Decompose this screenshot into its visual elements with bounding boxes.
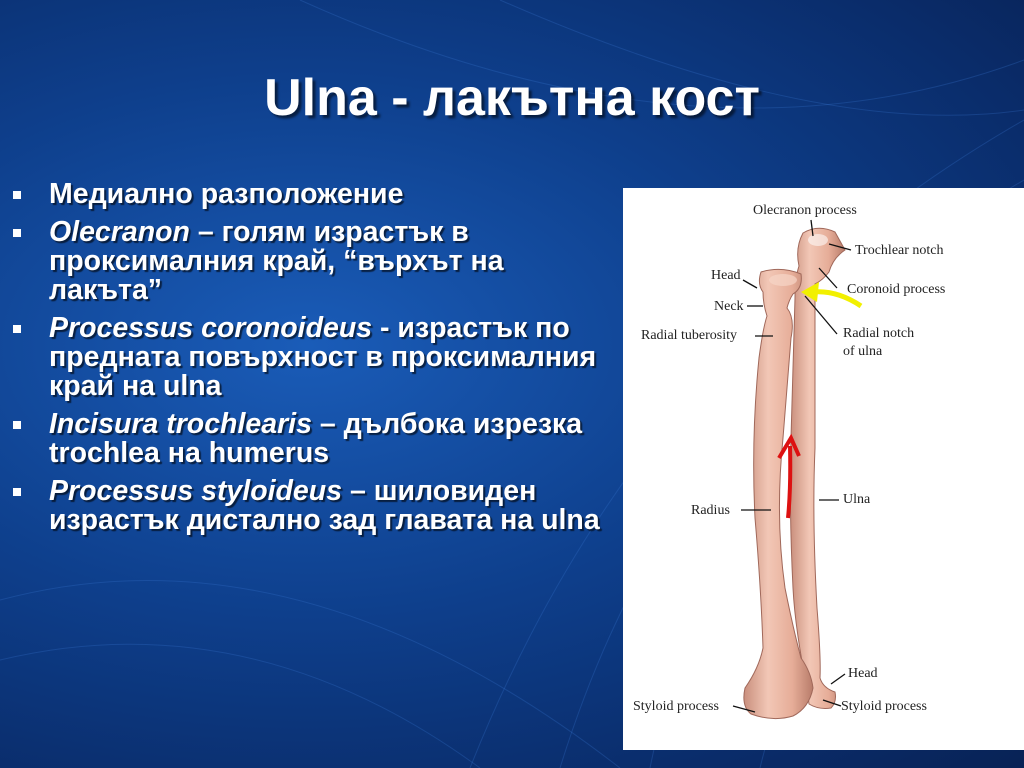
label-styloid-process-right: Styloid process [841, 699, 927, 714]
bullet-item [12, 410, 602, 468]
label-radius: Radius [691, 503, 730, 518]
bullet-square-icon [13, 421, 21, 429]
bullet-text: – голям израстък в проксималния край, “върхът на лакътa” [49, 216, 504, 306]
bullet-square-icon [13, 488, 21, 496]
bullet-square-icon [13, 325, 21, 333]
bullet-square-icon [13, 191, 21, 199]
bullet-item [12, 314, 602, 401]
label-coronoid-process: Coronoid process [847, 282, 946, 297]
label-head-top: Head [711, 268, 741, 283]
label-styloid-process-left: Styloid process [633, 699, 719, 714]
label-ulna: Ulna [843, 492, 871, 507]
label-head-bottom: Head [848, 666, 878, 681]
bones-drawing [623, 188, 1024, 750]
bullet-item [12, 180, 602, 209]
label-radial-tuberosity: Radial tuberosity [641, 328, 738, 343]
label-trochlear-notch: Trochlear notch [855, 243, 944, 258]
bullet-text: - израстък по предната повърхност в проксималния край на ulna [49, 312, 597, 402]
bullet-text: – шиловиден израстък дистално зад главата на ulna [49, 475, 600, 536]
forearm-bones-illustration [623, 188, 1024, 750]
bullet-item [12, 477, 602, 535]
bullet-term: Incisura trochlearis [49, 408, 312, 440]
label-neck: Neck [714, 299, 744, 314]
bullet-term: Olecranon [49, 216, 190, 248]
ulna-bone [790, 228, 845, 708]
label-olecranon-process: Olecranon process [753, 203, 857, 218]
bullet-square-icon [13, 229, 21, 237]
bullet-text: – дълбока изрезка trochlea на humerus [49, 408, 583, 469]
slide-title: Ulna - лакътна кост [264, 69, 760, 127]
bullet-text: Медиално разположение [49, 178, 404, 210]
bullet-item [12, 218, 602, 305]
bullet-list [12, 180, 602, 544]
bullet-term: Processus coronoideus [49, 312, 373, 344]
bullet-term: Processus styloideus [49, 475, 343, 507]
label-radial-notch: Radial notch of ulna [843, 326, 915, 359]
